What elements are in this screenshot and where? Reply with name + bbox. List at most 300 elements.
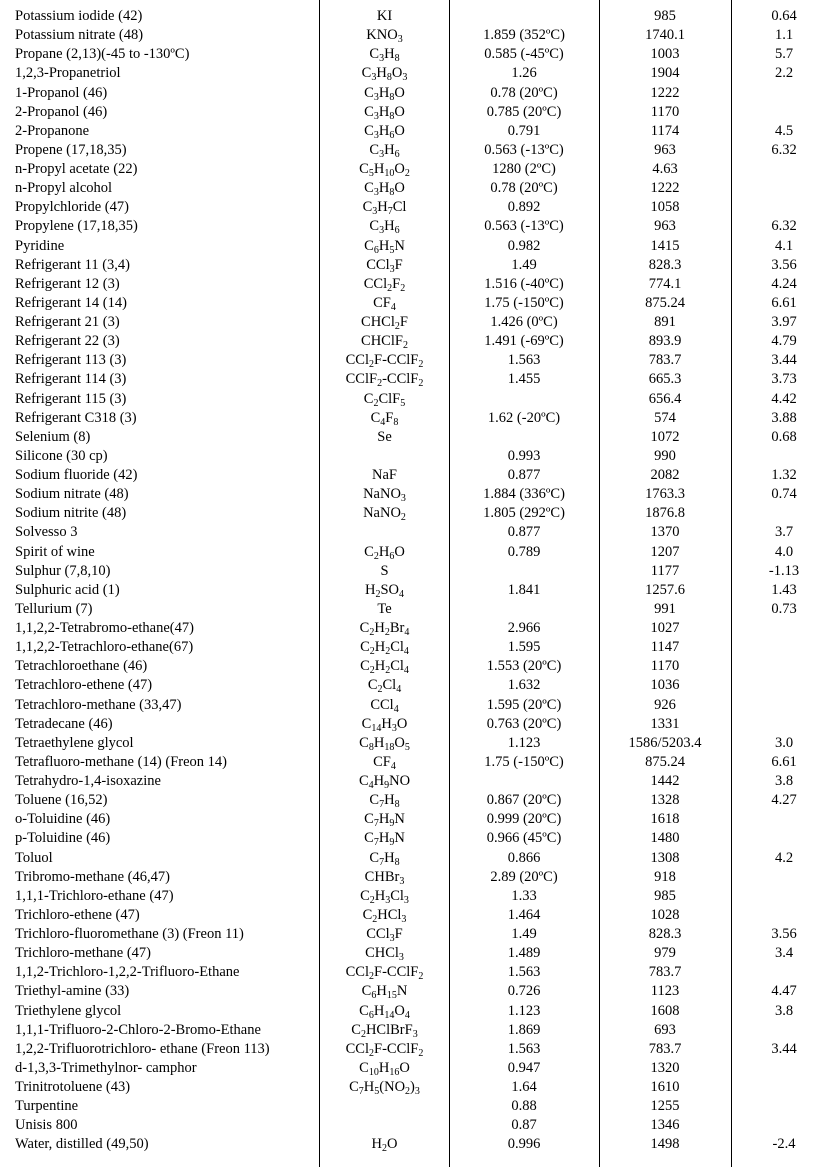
cell-velocity: 1170 <box>650 658 680 675</box>
cell-coefficient: 4.0 <box>774 543 794 560</box>
cell-material: Triethyl-amine (33) <box>15 983 130 1000</box>
cell-velocity: 1174 <box>650 122 680 139</box>
cell-material: Sodium fluoride (42) <box>15 467 138 483</box>
cell-material: Water, distilled (49,50) <box>15 1136 149 1153</box>
cell-velocity: 1498 <box>650 1136 680 1153</box>
cell-material: 1,2,3-Propanetriol <box>15 65 121 82</box>
cell-coefficient: 0.73 <box>771 600 797 617</box>
cell-formula: CHBr$_3$ <box>364 868 405 887</box>
table-row <box>0 294 837 313</box>
cell-coefficient: 3.8 <box>774 773 794 789</box>
cell-material: Spirit of wine <box>15 543 95 560</box>
cell-coefficient <box>731 638 837 657</box>
cell-velocity: 1177 <box>650 562 680 579</box>
cell-formula: KI <box>376 8 393 24</box>
cell-density: 1.75 (-150ºC) <box>484 294 564 311</box>
cell-material: Trichloro-fluoromethane (3) (Freon 11) <box>15 926 244 942</box>
cell-coefficient: 3.8 <box>774 1002 794 1019</box>
cell-velocity: 1442 <box>650 773 680 789</box>
cell-velocity: 656.4 <box>648 390 682 407</box>
table-row <box>0 982 837 1001</box>
cell-formula: $C_2H_2Cl_4$ <box>360 658 409 677</box>
table-row <box>0 504 837 523</box>
cell-velocity: 875.24 <box>645 753 685 770</box>
cell-material: Potassium nitrate (48) <box>15 27 144 44</box>
cell-density: 0.791 <box>507 122 541 139</box>
cell-velocity: 1610 <box>650 1079 680 1095</box>
cell-density: 1.563 <box>507 964 541 981</box>
table-row <box>0 887 837 906</box>
table-row <box>0 332 837 351</box>
cell-velocity: 990 <box>654 447 676 464</box>
table-row <box>0 1021 837 1040</box>
cell-coefficient <box>731 676 837 695</box>
cell-formula: CCl$_2$F-CClF$_2$ <box>345 352 424 371</box>
table-row <box>0 1059 837 1078</box>
cell-density: 1.26 <box>511 65 537 82</box>
cell-velocity: 1207 <box>650 543 680 560</box>
cell-density: 1.553 (20ºC) <box>486 658 562 675</box>
cell-formula: $C_7H_9N$ <box>364 830 405 849</box>
cell-coefficient <box>731 1059 837 1078</box>
cell-material: Sulphuric acid (1) <box>15 581 120 598</box>
cell-formula: CCl$_2$F-CClF$_2$ <box>345 1040 424 1059</box>
cell-formula: CHCl$_2$F <box>361 314 408 332</box>
cell-material: Tetrachloro-methane (33,47) <box>15 696 182 713</box>
cell-material: 1,1,2,2-Tetrabromo-ethane(47) <box>15 620 194 636</box>
cell-formula: $C_3H_8$ <box>369 46 400 65</box>
cell-material: 2-Propanone <box>15 122 90 139</box>
cell-formula: $H_2SO_4$ <box>364 581 405 600</box>
cell-material: Sodium nitrate (48) <box>15 486 129 503</box>
cell-formula: $C_2HClBrF_3$ <box>351 1021 418 1040</box>
cell-coefficient <box>731 619 837 638</box>
cell-formula: NaNO$_3$ <box>363 486 406 505</box>
cell-velocity: 774.1 <box>648 275 682 292</box>
cell-density: 0.993 <box>507 447 541 464</box>
cell-material: 1,2,2-Trifluorotrichloro- ethane (Freon 113) <box>15 1040 270 1057</box>
cell-formula: $C_3H_6O$ <box>364 122 405 141</box>
cell-velocity: 985 <box>654 887 676 904</box>
cell-density: 1.884 (336ºC) <box>483 486 565 503</box>
cell-coefficient: 3.73 <box>771 371 797 388</box>
cell-velocity: 1222 <box>650 180 680 197</box>
cell-velocity: 1618 <box>650 811 680 828</box>
table-row <box>0 26 837 45</box>
cell-material: Tetrachloroethane (46) <box>15 658 148 675</box>
table-row <box>0 925 837 944</box>
cell-density: 1.805 (292ºC) <box>483 505 565 522</box>
cell-coefficient: 6.61 <box>771 753 797 770</box>
cell-density <box>449 772 599 791</box>
cell-velocity: 875.24 <box>645 294 685 311</box>
cell-velocity: 665.3 <box>648 371 682 388</box>
cell-velocity: 963 <box>654 218 676 235</box>
cell-density: 1.49 <box>511 256 537 273</box>
cell-velocity: 1586/5203.4 <box>628 734 702 751</box>
cell-density <box>449 428 599 447</box>
cell-material: Tetrachloro-ethene (47) <box>15 677 153 694</box>
cell-coefficient: 0.64 <box>771 8 797 24</box>
cell-formula: CHCl$_3$ <box>365 945 404 964</box>
cell-formula: $C_4H_9NO$ <box>358 773 411 791</box>
cell-density: 0.763 (20ºC) <box>486 715 562 732</box>
table-row <box>0 1135 837 1154</box>
cell-density: 1.859 (352ºC) <box>483 27 565 44</box>
cell-material: Trinitrotoluene (43) <box>15 1079 131 1095</box>
cell-formula: $C_2ClF_5$ <box>363 390 406 409</box>
cell-material: Tribromo-methane (46,47) <box>15 868 170 885</box>
cell-formula: Te <box>377 600 392 617</box>
cell-coefficient: 3.7 <box>774 524 794 541</box>
cell-formula <box>320 523 449 542</box>
cell-velocity: 4.63 <box>652 161 678 177</box>
table-row <box>0 1097 837 1116</box>
cell-density: 0.877 <box>507 467 541 483</box>
cell-coefficient <box>731 1021 837 1040</box>
table-row <box>0 657 837 676</box>
cell-coefficient <box>731 715 837 734</box>
cell-density: 1.563 <box>507 1040 541 1057</box>
table-row <box>0 275 837 294</box>
cell-coefficient <box>731 829 837 848</box>
cell-density: 2.89 (20ºC) <box>490 868 558 885</box>
table-row <box>0 217 837 236</box>
cell-formula: CCl$_2$F-CClF$_2$ <box>345 964 424 983</box>
cell-density: 1.491 (-69ºC) <box>484 333 564 350</box>
cell-coefficient <box>731 179 837 198</box>
cell-material: Propylchloride (47) <box>15 199 129 216</box>
table-row <box>0 1116 837 1135</box>
cell-coefficient <box>731 103 837 122</box>
cell-velocity: 1255 <box>650 1098 680 1115</box>
table-row <box>0 466 837 485</box>
cell-material: Propylene (17,18,35) <box>15 218 138 235</box>
cell-density: 1.595 <box>507 639 541 656</box>
cell-material: Triethylene glycol <box>15 1002 122 1019</box>
cell-density: 1.489 <box>507 945 541 962</box>
cell-velocity: 1058 <box>650 199 680 216</box>
cell-coefficient: -2.4 <box>772 1136 796 1153</box>
cell-density: 1.563 <box>507 352 541 369</box>
cell-velocity: 1257.6 <box>645 581 685 598</box>
cell-material: Sulphur (7,8,10) <box>15 562 111 579</box>
table-row <box>0 7 837 26</box>
cell-formula: Se <box>377 428 392 445</box>
cell-formula <box>320 447 449 466</box>
cell-coefficient: 5.7 <box>774 46 794 63</box>
cell-formula: NaNO$_2$ <box>363 505 406 524</box>
cell-formula: $C_4F_8$ <box>370 409 399 428</box>
table-row <box>0 103 837 122</box>
table-row <box>0 313 837 332</box>
cell-density: 1.64 <box>511 1079 537 1095</box>
cell-density <box>449 390 599 409</box>
cell-formula: CCl$_4$ <box>370 696 399 715</box>
cell-velocity: 1308 <box>650 849 680 866</box>
cell-coefficient <box>731 887 837 906</box>
cell-coefficient: 1.32 <box>771 467 797 483</box>
cell-formula: CCl$_3$F <box>366 926 403 944</box>
cell-coefficient <box>731 504 837 523</box>
cell-coefficient: 3.56 <box>771 926 797 942</box>
table-row <box>0 829 837 848</box>
cell-velocity: 1331 <box>650 715 680 732</box>
cell-material: 1,1,2-Trichloro-1,2,2-Trifluoro-Ethane <box>15 964 240 981</box>
cell-material: Tetrahydro-1,4-isoxazine <box>15 773 161 789</box>
table-row <box>0 791 837 810</box>
cell-material: Trichloro-ethene (47) <box>15 906 140 923</box>
cell-density: 1.841 <box>507 581 541 598</box>
table-row <box>0 619 837 638</box>
cell-velocity: 2082 <box>650 467 680 483</box>
cell-formula: $C_3H_7Cl$ <box>362 199 407 218</box>
cell-velocity: 918 <box>654 868 676 885</box>
cell-formula: $CCl_2F_2$ <box>363 275 406 294</box>
cell-velocity: 1036 <box>650 677 680 694</box>
cell-velocity: 985 <box>654 8 676 24</box>
cell-coefficient: 4.24 <box>771 275 797 292</box>
table-row <box>0 1002 837 1021</box>
cell-coefficient: 4.27 <box>771 792 797 809</box>
cell-velocity: 1123 <box>650 983 680 1000</box>
cell-density: 1.464 <box>507 906 541 923</box>
cell-density: 1.455 <box>507 371 541 388</box>
cell-material: n-Propyl alcohol <box>15 180 113 197</box>
cell-coefficient: 3.44 <box>771 352 797 369</box>
table-row <box>0 1040 837 1059</box>
cell-material: Refrigerant 21 (3) <box>15 314 120 330</box>
cell-density: 1.75 (-150ºC) <box>484 753 564 770</box>
cell-velocity: 893.9 <box>648 333 682 350</box>
cell-formula: $KNO_3$ <box>366 27 403 46</box>
cell-formula: $C_5H_{10}O_2$ <box>359 161 410 179</box>
cell-material: 1-Propanol (46) <box>15 84 108 101</box>
cell-formula: $CF_4$ <box>373 753 396 772</box>
table-row <box>0 198 837 217</box>
table-row <box>0 141 837 160</box>
cell-material: 1,1,1-Trifluoro-2-Chloro-2-Bromo-Ethane <box>15 1021 261 1038</box>
cell-coefficient <box>731 868 837 887</box>
cell-material: Unisis 800 <box>15 1117 78 1134</box>
cell-velocity: 1763.3 <box>645 486 685 503</box>
cell-coefficient: 3.56 <box>771 256 797 273</box>
cell-coefficient <box>731 160 837 179</box>
cell-formula: $C_{10}H_{16}O$ <box>359 1059 410 1078</box>
cell-formula: $C_3H_8O$ <box>364 103 405 122</box>
cell-velocity: 963 <box>654 141 676 158</box>
cell-coefficient: 3.88 <box>771 409 797 426</box>
table-row <box>0 45 837 64</box>
table-row <box>0 485 837 504</box>
cell-coefficient: 3.44 <box>771 1040 797 1057</box>
cell-material: 1,1,1-Trichloro-ethane (47) <box>15 887 174 904</box>
cell-formula: $C_6H_{14}O_4$ <box>359 1002 410 1021</box>
cell-density: 0.947 <box>507 1059 541 1076</box>
cell-density: 0.563 (-13ºC) <box>484 218 564 235</box>
cell-density: 0.867 (20ºC) <box>486 792 562 809</box>
cell-coefficient: -1.13 <box>768 562 800 579</box>
cell-density: 1.123 <box>507 734 541 751</box>
cell-material: Selenium (8) <box>15 428 91 445</box>
cell-coefficient: 6.32 <box>771 218 797 235</box>
table-row <box>0 256 837 275</box>
cell-material: o-Toluidine (46) <box>15 811 111 828</box>
cell-coefficient <box>731 84 837 103</box>
cell-velocity: 979 <box>654 945 676 962</box>
cell-formula: $C_2HCl_3$ <box>362 906 407 925</box>
cell-formula <box>320 1097 449 1116</box>
cell-material: 1,1,2,2-Tetrachloro-ethane(67) <box>15 639 194 656</box>
table-row <box>0 122 837 141</box>
cell-coefficient <box>731 1078 837 1097</box>
cell-coefficient: 4.1 <box>774 237 794 254</box>
cell-density: 0.726 <box>507 983 541 1000</box>
cell-material: Trichloro-methane (47) <box>15 945 151 962</box>
table-row <box>0 772 837 791</box>
cell-material: 2-Propanol (46) <box>15 103 108 120</box>
cell-density <box>449 562 599 581</box>
cell-density: 0.563 (-13ºC) <box>484 141 564 158</box>
cell-coefficient: 3.97 <box>771 314 797 330</box>
cell-material: Silicone (30 cp) <box>15 447 108 464</box>
cell-coefficient: 3.4 <box>774 945 794 962</box>
cell-velocity: 1904 <box>650 65 680 82</box>
cell-material: Tetradecane (46) <box>15 715 113 732</box>
cell-material: Refrigerant C318 (3) <box>15 409 137 426</box>
table-row <box>0 84 837 103</box>
cell-formula: $C_3H_8O$ <box>364 84 405 103</box>
cell-coefficient <box>731 198 837 217</box>
cell-coefficient: 1.1 <box>774 27 794 44</box>
cell-velocity: 1876.8 <box>645 505 685 522</box>
cell-density <box>449 600 599 619</box>
table-row <box>0 963 837 982</box>
cell-material: Pyridine <box>15 237 65 254</box>
cell-material: Refrigerant 11 (3,4) <box>15 256 131 273</box>
cell-density: 1.123 <box>507 1002 541 1019</box>
cell-formula: $C_7H_5(NO_2)_3$ <box>349 1079 420 1097</box>
cell-material: Refrigerant 14 (14) <box>15 294 127 311</box>
table-row <box>0 447 837 466</box>
cell-velocity: 891 <box>654 314 676 330</box>
cell-velocity: 1415 <box>650 237 680 254</box>
cell-density: 2.966 <box>507 620 541 636</box>
cell-coefficient <box>731 963 837 982</box>
cell-density: 0.966 (45ºC) <box>486 830 562 847</box>
table-row <box>0 906 837 925</box>
cell-velocity: 828.3 <box>648 256 682 273</box>
cell-coefficient: 0.68 <box>771 428 797 445</box>
cell-formula: $C_3H_6$ <box>369 218 400 237</box>
table-row <box>0 543 837 562</box>
cell-velocity: 1328 <box>650 792 680 809</box>
cell-density: 0.996 <box>507 1136 541 1153</box>
cell-density: 0.892 <box>507 199 541 216</box>
cell-density: 0.999 (20ºC) <box>486 811 562 828</box>
cell-material: Sodium nitrite (48) <box>15 505 127 522</box>
cell-coefficient: 6.61 <box>771 294 797 311</box>
cell-coefficient: 2.2 <box>774 65 794 82</box>
cell-velocity: 1370 <box>650 524 680 541</box>
materials-table-body <box>0 7 837 1155</box>
cell-formula: $CF_4$ <box>373 294 396 313</box>
cell-velocity: 1147 <box>650 639 680 656</box>
cell-coefficient <box>731 1097 837 1116</box>
table-row <box>0 179 837 198</box>
cell-velocity: 783.7 <box>648 964 682 981</box>
cell-coefficient <box>731 447 837 466</box>
table-row <box>0 600 837 619</box>
cell-velocity: 1170 <box>650 103 680 120</box>
cell-density: 0.866 <box>507 849 541 866</box>
cell-density: 1280 (2ºC) <box>492 161 556 177</box>
table-row <box>0 409 837 428</box>
materials-table <box>0 7 837 1155</box>
cell-density: 0.785 (20ºC) <box>486 103 562 120</box>
cell-material: Toluene (16,52) <box>15 792 108 809</box>
cell-formula: $C_7H_8$ <box>369 792 400 811</box>
cell-formula: $C_2H_6O$ <box>364 543 405 562</box>
cell-material: p-Toluidine (46) <box>15 830 111 847</box>
cell-material: Tetrafluoro-methane (14) (Freon 14) <box>15 753 227 770</box>
cell-density: 0.78 (20ºC) <box>490 180 558 197</box>
table-row <box>0 523 837 542</box>
cell-formula: $C_3H_8O$ <box>364 180 405 199</box>
cell-material: d-1,3,3-Trimethylnor- camphor <box>15 1059 197 1076</box>
cell-material: Refrigerant 114 (3) <box>15 371 127 388</box>
table-row <box>0 390 837 409</box>
cell-velocity: 1480 <box>650 830 680 847</box>
cell-coefficient: 1.43 <box>771 581 797 598</box>
cell-density: 1.869 <box>507 1021 541 1038</box>
table-row <box>0 1078 837 1097</box>
table-row <box>0 810 837 829</box>
cell-density: 1.49 <box>511 926 537 942</box>
cell-density: 0.585 (-45ºC) <box>484 46 564 63</box>
cell-formula: CClF$_2$-CClF$_2$ <box>345 371 424 390</box>
cell-formula: $C_7H_9N$ <box>364 811 405 830</box>
cell-formula: $C_8H_{18}O_5$ <box>359 734 410 753</box>
cell-density: 1.62 (-20ºC) <box>487 409 561 426</box>
cell-material: Refrigerant 22 (3) <box>15 333 120 350</box>
cell-velocity: 1027 <box>650 620 680 636</box>
table-row <box>0 676 837 695</box>
cell-velocity: 1003 <box>650 46 680 63</box>
cell-material: Propene (17,18,35) <box>15 141 127 158</box>
cell-material: Solvesso 3 <box>15 524 78 541</box>
cell-density: 0.88 <box>511 1098 537 1115</box>
cell-coefficient: 4.2 <box>774 849 794 866</box>
cell-density: 1.516 (-40ºC) <box>484 275 564 292</box>
table-row <box>0 715 837 734</box>
table-row <box>0 581 837 600</box>
cell-coefficient <box>731 810 837 829</box>
cell-formula: $H_2O$ <box>371 1136 398 1155</box>
cell-velocity: 574 <box>654 409 676 426</box>
cell-velocity: 1222 <box>650 84 680 101</box>
table-row <box>0 868 837 887</box>
table-row <box>0 160 837 179</box>
cell-velocity: 1608 <box>650 1002 680 1019</box>
cell-material: Turpentine <box>15 1098 79 1115</box>
cell-coefficient: 3.0 <box>774 734 794 751</box>
cell-velocity: 926 <box>654 696 676 713</box>
table-row <box>0 351 837 370</box>
cell-velocity: 1740.1 <box>645 27 685 44</box>
cell-velocity: 1320 <box>650 1059 680 1076</box>
cell-formula: CHClF$_2$ <box>361 333 408 352</box>
